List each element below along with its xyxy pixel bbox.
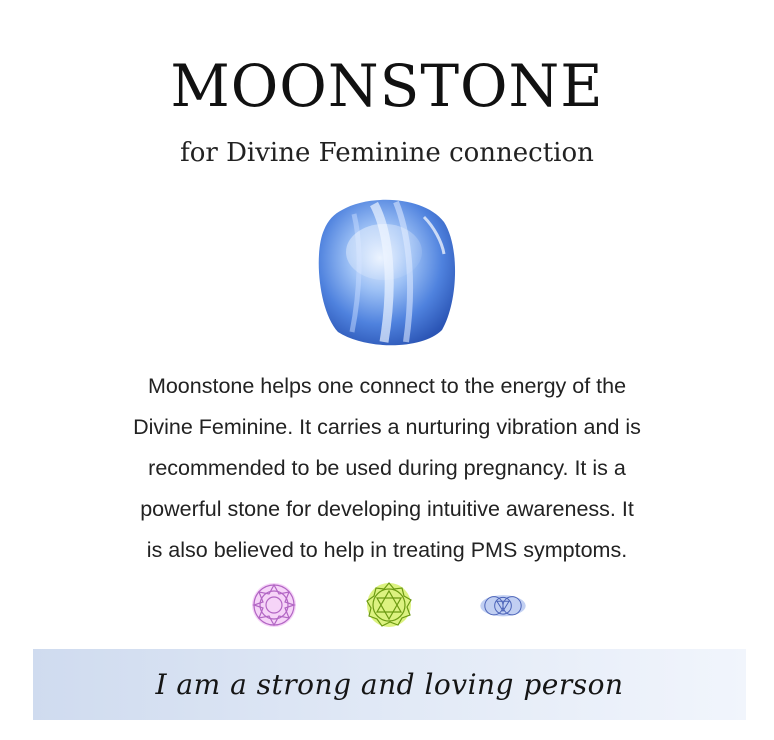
page-title: MOONSTONE xyxy=(170,52,604,120)
description-line: Divine Feminine. It carries a nurturing vibration and is xyxy=(133,415,641,439)
page-subtitle: for Divine Feminine connection xyxy=(180,138,594,168)
description-line: is also believed to help in treating PMS symptoms. xyxy=(146,538,628,562)
chakra-icons xyxy=(0,580,774,630)
moonstone-image xyxy=(314,192,460,348)
heart-chakra-icon xyxy=(364,580,414,630)
stone-description xyxy=(100,366,674,571)
crown-chakra-icon xyxy=(249,580,299,630)
third-eye-chakra-icon xyxy=(478,580,528,630)
description-line: powerful stone for developing intuitive awareness. It xyxy=(140,497,634,521)
affirmation-text: I am a strong and loving person xyxy=(155,668,624,701)
description-line: recommended to be used during pregnancy. It is a xyxy=(148,456,626,480)
affirmation-banner xyxy=(33,649,746,720)
description-line: Moonstone helps one connect to the energy of the xyxy=(147,374,627,398)
